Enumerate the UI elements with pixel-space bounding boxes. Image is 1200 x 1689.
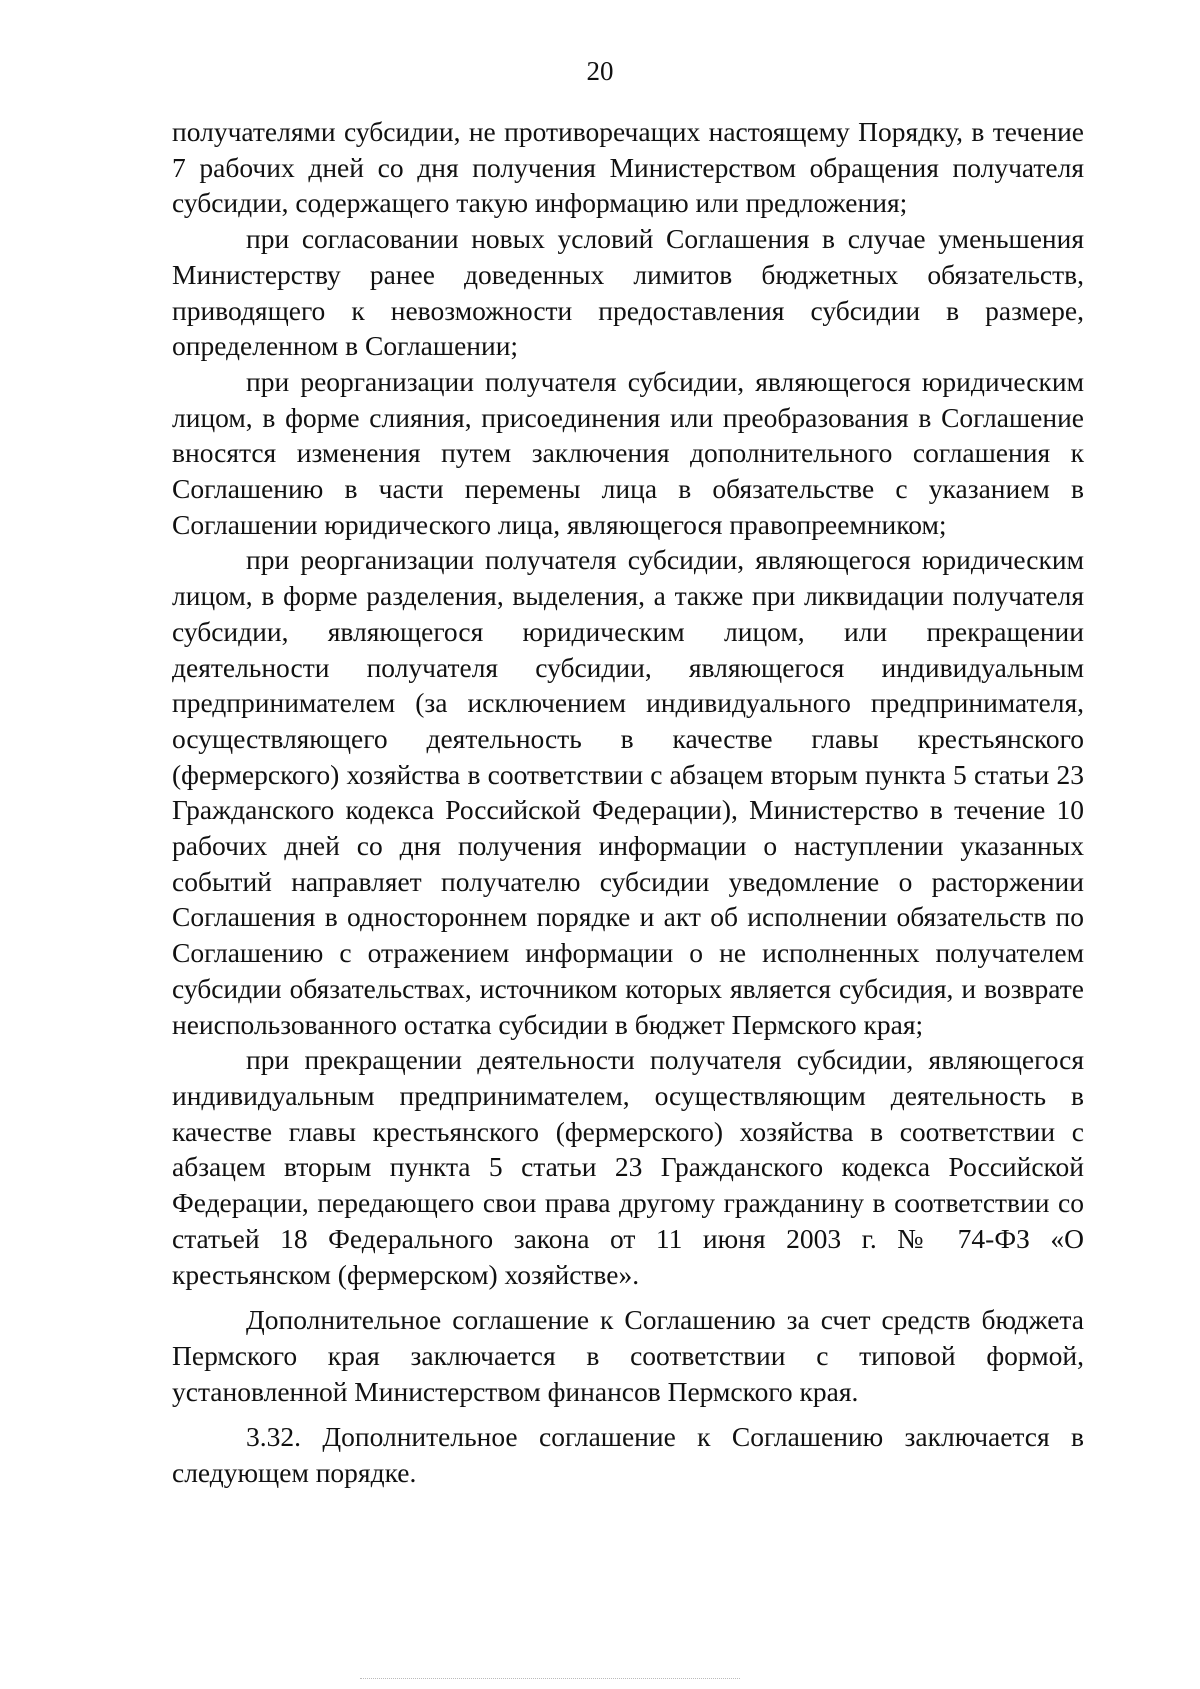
- page-bottom-artifact: [360, 1678, 740, 1679]
- paragraph-termination-farm: при прекращении деятельности получателя субсидии, являющегося индивидуальным предпринимателем, осуществляющим деятельность в качестве главы крестьянского (фермерского) хозяйства в соответствии с абзацем вторым пункта 5 статьи 23 Гражданского кодекса Российской Федерации, передающего свои права другому гражданину в соответствии со статьей 18 Федерального закона от 11 июня 2003 г. № 74-ФЗ «О крестьянском (фермерском) хозяйстве».: [172, 1044, 1084, 1290]
- paragraph-clause-3-32: 3.32. Дополнительное соглашение к Соглашению заключается в следующем порядке.: [172, 1421, 1084, 1489]
- paragraph-reorganization-division: при реорганизации получателя субсидии, являющегося юридическим лицом, в форме разделения, выделения, а также при ликвидации получателя субсидии, являющегося юридическим лицом, или прекращении деятельности получателя субсидии, являющегося индивидуальным предпринимателем (за исключением индивидуального предпринимателя, осуществляющего деятельность в качестве главы крестьянского (фермерского) хозяйства в соответствии с абзацем вторым пункта 5 статьи 23 Гражданского кодекса Российской Федерации), Министерство в течение 10 рабочих дней со дня получения информации о наступлении указанных событий направляет получателю субсидии уведомление о расторжении Соглашения в одностороннем порядке и акт об исполнении обязательств по Соглашению с отражением информации о не исполненных получателем субсидии обязательствах, источником которых является субсидия, и возврате неиспользованного остатка субсидии в бюджет Пермского края;: [172, 544, 1084, 1040]
- paragraph-reorganization-merger: при реорганизации получателя субсидии, являющегося юридическим лицом, в форме слияния, присоединения или преобразования в Соглашение вносятся изменения путем заключения дополнительного соглашения к Соглашению в части перемены лица в обязательстве с указанием в Соглашении юридического лица, являющегося правопреемником;: [172, 365, 1084, 540]
- document-body: [172, 114, 1084, 1491]
- paragraph-new-conditions: при согласовании новых условий Соглашения в случае уменьшения Министерству ранее доведенных лимитов бюджетных обязательств, приводящего к невозможности предоставления субсидии в размере, определенном в Соглашении;: [172, 223, 1084, 362]
- paragraph-continuation: получателями субсидии, не противоречащих настоящему Порядку, в течение 7 рабочих дней со дня получения Министерством обращения получателя субсидии, содержащего такую информацию или предложения;: [172, 116, 1084, 219]
- page-number: 20: [586, 56, 614, 86]
- paragraph-additional-agreement: Дополнительное соглашение к Соглашению за счет средств бюджета Пермского края заключается в соответствии с типовой формой, установленной Министерством финансов Пермского края.: [172, 1304, 1084, 1407]
